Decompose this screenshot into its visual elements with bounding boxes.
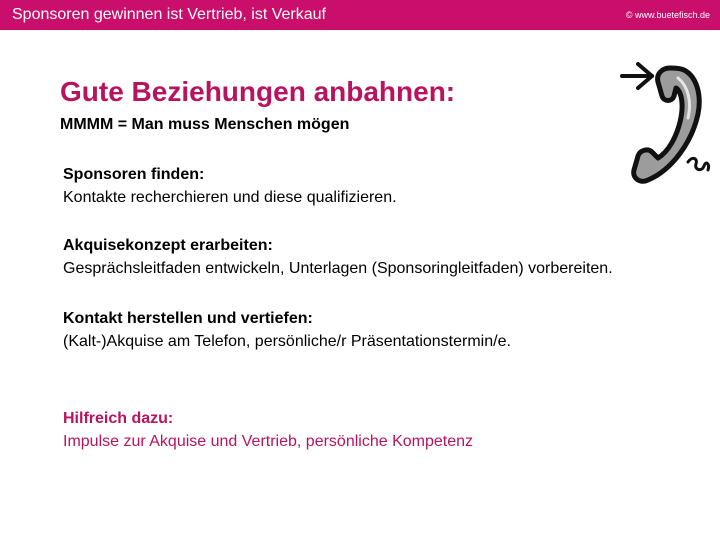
section-text: Kontakte recherchieren und diese qualifizieren.	[63, 189, 397, 206]
section-heading: Akquisekonzept erarbeiten:	[63, 237, 273, 254]
section-sponsoren-finden	[63, 163, 397, 209]
section-heading: Hilfreich dazu:	[63, 410, 174, 427]
header-copyright: © www.buetefisch.de	[625, 10, 710, 20]
section-heading: Sponsoren finden:	[63, 166, 205, 183]
section-text: (Kalt-)Akquise am Telefon, persönliche/r Präsentationstermin/e.	[63, 333, 511, 350]
slide-subtitle: MMMM = Man muss Menschen mögen	[60, 116, 350, 133]
phone-handset-icon	[612, 58, 712, 188]
section-akquisekonzept	[63, 234, 613, 280]
section-text: Gesprächsleitfaden entwickeln, Unterlagen (Sponsoringleitfaden) vorbereiten.	[63, 260, 613, 277]
arrow-icon	[622, 64, 652, 88]
section-heading: Kontakt herstellen und vertiefen:	[63, 310, 313, 327]
section-kontakt	[63, 307, 511, 353]
header-title: Sponsoren gewinnen ist Vertrieb, ist Verkauf	[12, 6, 326, 23]
section-text: Impulse zur Akquise und Vertrieb, persönliche Kompetenz	[63, 433, 474, 450]
section-hilfreich	[63, 407, 473, 453]
slide-title: Gute Beziehungen anbahnen:	[60, 76, 456, 107]
header-bar	[0, 0, 720, 30]
